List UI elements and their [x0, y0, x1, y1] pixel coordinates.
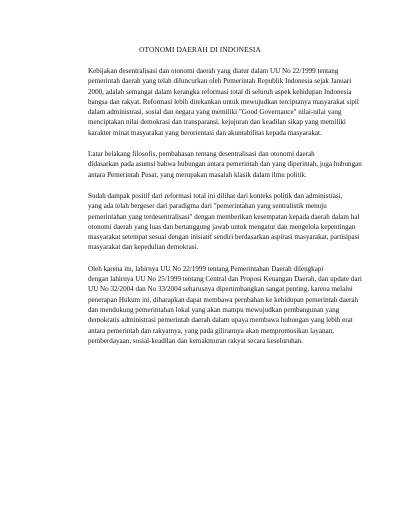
text-line: masyarakat dan kepedulian demokrasi.	[88, 243, 199, 252]
text-line: antara pemerintah dan rakyatnya, yang pada gilirannya akan mempromosikan layanan,	[88, 326, 335, 335]
text-line: pemberdayaan, sosial-keadilan dan kemakmuran rakyat secara keseluruhan.	[88, 336, 304, 345]
text-line: Sudah dampak positif dari reformasi total ini dilihat dari konteks politik dan administrasi,	[88, 191, 343, 200]
text-line: didasarkan pada asumsi bahwa hubungan antara pemerintah dan yang diperintah, juga hubungan	[88, 160, 362, 169]
text-line: pemerintahan yang terdesentralisasi" dengan memberikan kesempatan kepada daerah dalam hal	[88, 212, 360, 221]
text-line: demokratis administrasi pemerintah daerah dalam upaya membawa hubungan yang lebih erat	[88, 316, 353, 325]
text-line: UU No 32/2004 dan No 33/2004 seharusnya dipertimbangkan sangat penting, karena melalui	[88, 285, 353, 294]
document-body	[60, 66, 362, 357]
text-line: Latar belakang filosofis, pembahasan tentang desentralisasi dan otonomi daerah	[88, 150, 315, 159]
text-line: Oleh karena itu, lahirnya UU No 22/1999 tentang Pemerintahan Daerah dilengkapi	[88, 264, 324, 273]
paragraph-4	[60, 264, 362, 346]
text-line: dan mendukung pemerintahan lokal yang akan mampu mewujudkan pembangunan yang	[88, 305, 340, 314]
text-line: 2000, adalah semangat dalam kerangka reformasi total di seluruh aspek kehidupan Indonesia	[88, 87, 352, 96]
text-line: yang ada telah bergeser dari paradigma dari "pemerintahan yang sentralistik menuju	[88, 202, 327, 211]
text-line: pemerintah daerah yang telah diluncurkan oleh Pemerintah Republik Indonesia sejak Januari	[88, 77, 352, 86]
text-line: Kebijakan desentralisasi dan otonomi daerah yang diatur dalam UU No 22/1999 tentang	[88, 67, 339, 75]
paragraph-2	[60, 149, 362, 180]
paragraph-3	[60, 191, 362, 253]
text-line: dengan lahirnya UU No 25/1999 tentang Central dan Proposi Keuangan Daerah, dan update dari	[88, 275, 362, 284]
paragraph-1	[60, 66, 362, 138]
text-line: dalam administrasi, sosial dan negara yang memiliki "Good Governance" nilai-nilai yang	[88, 108, 342, 117]
text-line: otonomi daerah yang luas dan bertanggung jawab untuk mengatur dan mengelola kepentingan	[88, 222, 356, 231]
text-line: bangsa dan rakyat. Reformasi lebih ditekankan untuk mewujudkan terciptanya masyarakat sipil	[88, 97, 359, 106]
text-line: karakter minat masyarakat yang berorientasi dan akuntabilitas kepada masyarakat.	[88, 128, 322, 137]
text-line: antara Pemerintah Pusat, yang merupakan masalah klasik dalam ilmu politik.	[88, 170, 307, 179]
text-line: penerapan Hukum ini, diharapkan dapat membawa perubahan ke kehidupan pemerintah daerah	[88, 295, 359, 304]
text-line: masyarakat setempat sesuai dengan inisiatif sendiri berdasarkan aspirasi masyarakat, partisipasi	[88, 233, 360, 242]
document-title: OTONOMI DAERAH DI INDONESIA	[139, 45, 261, 54]
text-line: menciptakan nilai demokrasi dan transparansi, kejujuran dan keadilan sikap yang memiliki	[88, 118, 346, 127]
